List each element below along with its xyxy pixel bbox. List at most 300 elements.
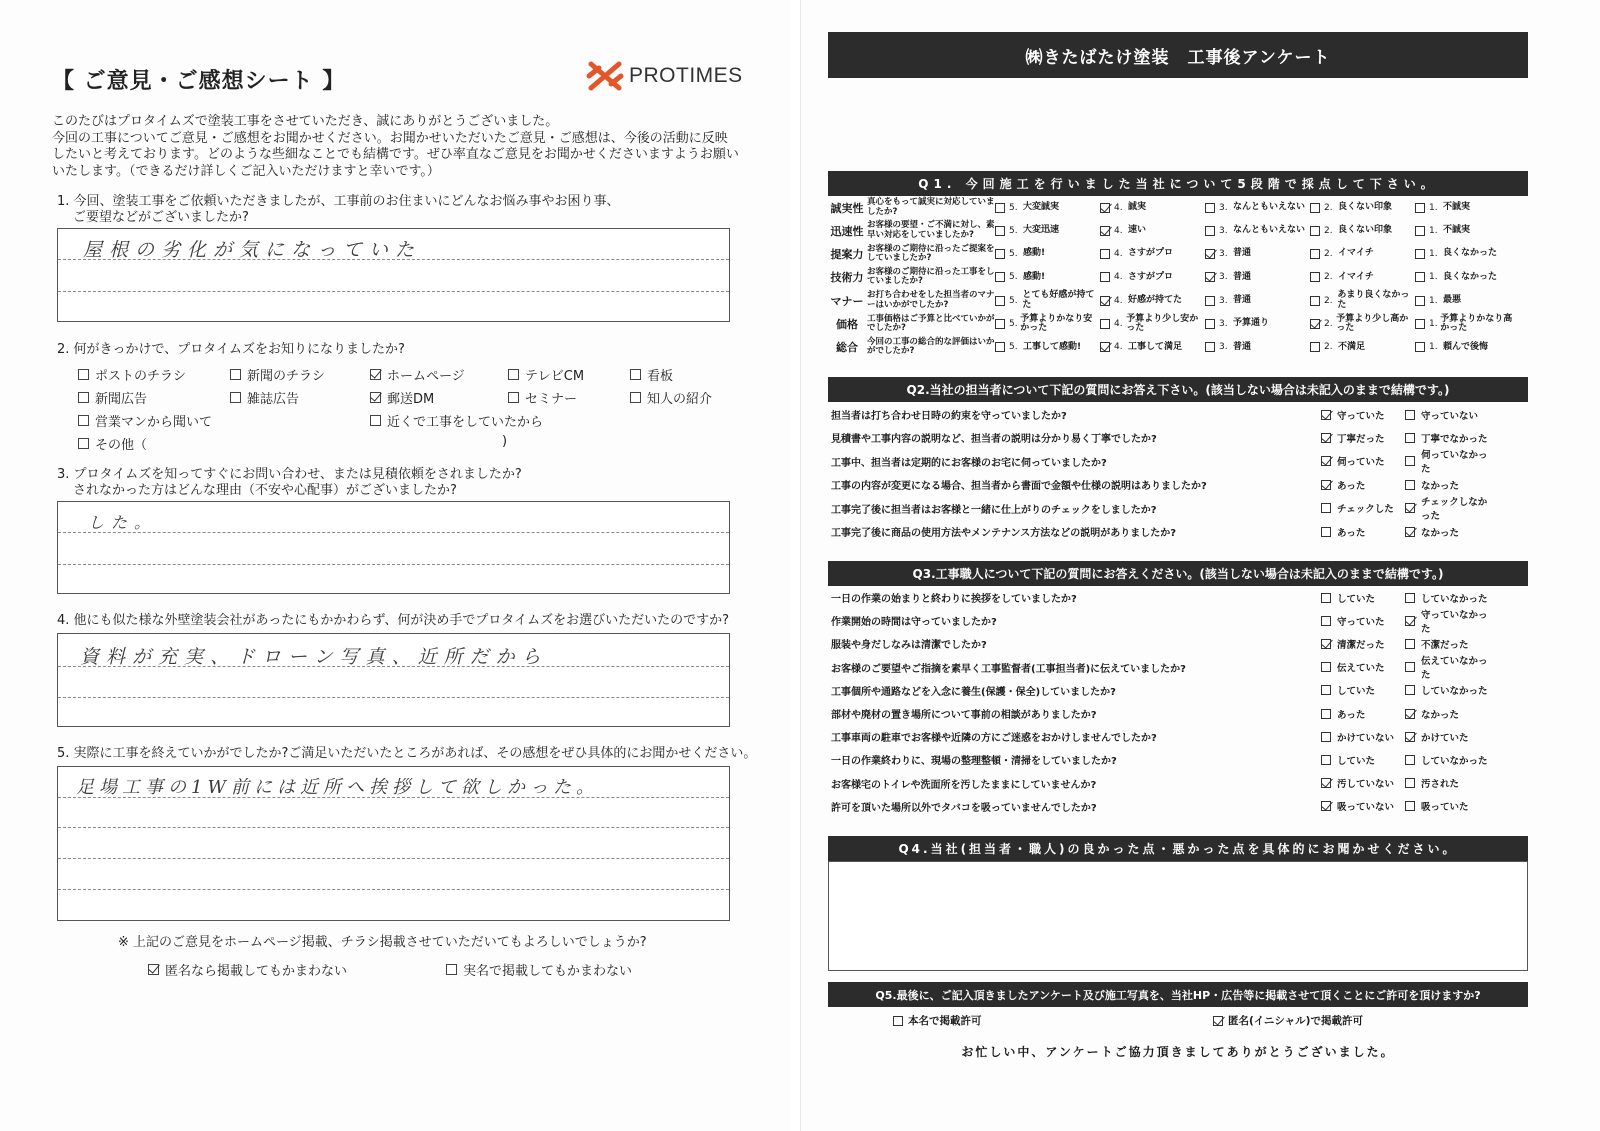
q1-option-3[interactable] (1205, 249, 1310, 259)
q1-option-3[interactable] (1205, 296, 1310, 306)
q1-score: 1. (1429, 342, 1438, 353)
q3-option-positive[interactable] (1321, 591, 1405, 605)
checkbox[interactable] (995, 319, 1005, 329)
q1-option-1[interactable] (1415, 203, 1520, 213)
q1-option-label: 予算通り (1233, 318, 1270, 329)
option-nearby-work[interactable] (370, 411, 543, 430)
option-label: 守っていない (1421, 410, 1479, 422)
checkbox[interactable] (1321, 503, 1331, 513)
q1-question: 工事価格はご予算と比べていかがでしたか? (867, 313, 995, 333)
q1-option-label: 工事して感動! (1023, 341, 1082, 352)
option-tv-cm[interactable] (508, 365, 584, 384)
q3-row (831, 609, 1531, 635)
option-label: 匿名(イニシャル)で掲載許可 (1228, 1015, 1363, 1027)
q4-header (828, 836, 1528, 861)
checkbox[interactable] (1205, 319, 1215, 329)
q1-option-2[interactable] (1310, 203, 1415, 213)
q1-option-label: 良くなかった (1443, 271, 1498, 282)
q3-option-positive[interactable] (1321, 614, 1405, 628)
option-label: 汚していない (1337, 779, 1395, 791)
q1-option-label: イマイチ (1338, 248, 1374, 259)
option-label: ポストのチラシ (95, 369, 187, 384)
ruled-line (58, 291, 729, 292)
option-label: かけていない (1337, 732, 1395, 744)
q1-option-label: 好感が持てた (1128, 294, 1183, 305)
answer-5-handwriting: 足場工事の1W前には近所へ挨拶して欲しかった。 (76, 777, 599, 798)
q1-option-label: 感動! (1023, 248, 1046, 259)
option-post-flyer[interactable] (78, 365, 186, 384)
q5-header (828, 982, 1528, 1007)
protimes-logo (585, 58, 743, 94)
q3-row (831, 772, 1531, 795)
q1-category: 提案力 (830, 248, 864, 262)
q2-option-negative[interactable] (1405, 525, 1489, 539)
q3-option-positive[interactable] (1321, 753, 1405, 767)
q1-option-1[interactable] (1415, 249, 1520, 259)
q2-question: 工事の内容が変更になる場合、担当者から書面で金額や仕様の説明はありましたか? (831, 481, 1207, 493)
q1-score: 3. (1219, 249, 1228, 260)
option-label: 守っていなかった (1421, 609, 1488, 635)
checkbox[interactable] (1415, 203, 1425, 213)
checkbox[interactable] (1205, 342, 1215, 352)
q1-score: 3. (1219, 225, 1228, 236)
q3-option-negative[interactable] (1405, 753, 1489, 767)
checkbox[interactable] (1405, 456, 1415, 466)
checkbox[interactable] (1205, 203, 1215, 213)
option-label: 吸っていない (1337, 802, 1395, 814)
q1-question: お客様のご期待に沿ったご提案をしていましたか? (867, 243, 995, 264)
q1-option-5[interactable] (995, 315, 1100, 334)
ruled-line (58, 564, 729, 565)
option-homepage[interactable] (370, 365, 465, 384)
option-label: 守っていた (1337, 616, 1385, 628)
q1-option-5[interactable] (995, 272, 1100, 282)
option-label: 汚された (1421, 779, 1460, 791)
q3-option-positive[interactable] (1321, 683, 1405, 697)
q1-option-3[interactable] (1205, 272, 1310, 282)
checkbox[interactable] (1310, 296, 1320, 306)
checkbox[interactable] (1310, 203, 1320, 213)
checkbox[interactable] (1405, 755, 1415, 765)
q1-option-label: 予算よりかなり安かった (1020, 313, 1093, 333)
q1-score: 3. (1219, 272, 1228, 283)
q1-option-3[interactable] (1205, 203, 1310, 213)
checkbox[interactable] (1310, 249, 1320, 259)
answer-3-box[interactable] (57, 501, 730, 594)
checkbox-checked[interactable] (370, 392, 381, 403)
checkbox[interactable] (508, 392, 519, 403)
q1-option-label: 最悪 (1443, 294, 1462, 305)
q4-header-text: Q4.当社(担当者・職人)の良かった点・悪かった点を具体的にお聞かせください。 (898, 842, 1458, 856)
option-label: していた (1337, 755, 1376, 767)
q3-row (831, 725, 1531, 748)
checkbox-checked[interactable] (1405, 709, 1415, 719)
q1-score: 1. (1429, 272, 1438, 283)
q3-question: 一日の作業終わりに、現場の整理整頓・清掃をしていましたか? (831, 756, 1117, 768)
checkbox[interactable] (1405, 662, 1415, 672)
q1-option-3[interactable] (1205, 226, 1310, 236)
q2-question: 工事中、担当者は定期的にお客様のお宅に伺っていましたか? (831, 457, 1107, 469)
question-3-line1: 3. プロタイムズを知ってすぐにお問い合わせ、または見積依頼をされましたか? (57, 467, 522, 482)
q1-option-4[interactable] (1100, 203, 1205, 213)
checkbox[interactable] (1405, 480, 1415, 490)
q2-question: 担当者は打ち合わせ日時の約束を守っていましたか? (831, 411, 1067, 422)
q3-option-positive[interactable] (1321, 730, 1405, 744)
q2-row (831, 450, 1531, 476)
q1-option-5[interactable] (995, 203, 1100, 213)
q2-option-negative[interactable] (1405, 478, 1489, 492)
q3-question: 工事車両の駐車でお客様や近隣の方にご迷惑をおかけしませんでしたか? (831, 733, 1157, 745)
ruled-line (58, 827, 729, 828)
option-label: 雑誌広告 (247, 392, 300, 407)
checkbox[interactable] (1310, 272, 1320, 282)
q3-option-negative[interactable] (1405, 653, 1489, 681)
option-publish-initials[interactable] (1213, 1013, 1363, 1028)
q1-option-label: 予算より少し安かった (1126, 313, 1199, 333)
checkbox[interactable] (78, 415, 89, 426)
q1-score: 4. (1114, 295, 1123, 306)
q1-option-label: 工事して満足 (1128, 341, 1183, 352)
answer-1-handwriting: 屋根の劣化が気になっていた (83, 239, 422, 261)
option-label: 新聞のチラシ (247, 369, 326, 384)
option-publish-real-name[interactable] (446, 960, 632, 979)
q1-option-5[interactable] (995, 342, 1100, 352)
q1-option-label: 良くなかった (1443, 248, 1498, 259)
checkbox-checked[interactable] (1405, 503, 1415, 513)
checkbox[interactable] (230, 392, 241, 403)
q2-option-negative[interactable] (1405, 408, 1489, 422)
checkbox[interactable] (1415, 296, 1425, 306)
q1-score: 2. (1324, 295, 1333, 306)
checkbox[interactable] (1405, 433, 1415, 443)
option-label: セミナー (525, 392, 578, 407)
q3-option-negative[interactable] (1405, 799, 1489, 813)
q2-option-negative[interactable] (1405, 431, 1489, 445)
checkbox[interactable] (995, 342, 1005, 352)
q1-header-text: Q1. 今回施工を行いました当社について5段階で採点して下さい。 (918, 177, 1438, 191)
checkbox[interactable] (230, 369, 241, 380)
intro-line: いたします。（できるだけ詳しくご記入いただけますと幸いです。） (52, 163, 440, 179)
option-label: 実名で掲載してもかまわない (463, 964, 633, 979)
q3-row (831, 679, 1531, 702)
q2-option-positive[interactable] (1321, 408, 1405, 422)
checkbox-checked[interactable] (1100, 342, 1110, 352)
option-label: 丁寧だった (1337, 433, 1385, 445)
q1-option-label: 不誠実 (1443, 225, 1471, 236)
q1-option-1[interactable] (1415, 272, 1520, 282)
q1-option-label: 普通 (1233, 271, 1252, 282)
q3-option-positive[interactable] (1321, 776, 1405, 790)
q4-answer-box[interactable] (828, 861, 1528, 971)
checkbox[interactable] (995, 272, 1005, 282)
checkbox-checked[interactable] (1310, 319, 1320, 329)
option-referral[interactable] (630, 388, 712, 407)
question-5: 5. 実際に工事を終えていかがでしたか?ご満足いただいたところがあれば、その感想をぜひ具体的にお聞かせください。 (57, 746, 757, 761)
checkbox[interactable] (630, 369, 641, 380)
q1-score: 5. (1009, 272, 1018, 283)
checkbox[interactable] (1415, 319, 1425, 329)
q1-option-2[interactable] (1310, 249, 1415, 259)
option-label: 知人の紹介 (647, 392, 713, 407)
q1-option-3[interactable] (1205, 342, 1310, 352)
checkbox[interactable] (1100, 319, 1110, 329)
option-label: 伺っていた (1337, 457, 1385, 469)
checkbox[interactable] (1405, 801, 1415, 811)
checkbox[interactable] (1321, 732, 1331, 742)
q2-row (831, 473, 1531, 496)
checkbox[interactable] (1405, 685, 1415, 695)
q3-question: 作業開始の時間は守っていましたか? (831, 617, 997, 629)
option-newspaper-flyer[interactable] (230, 365, 325, 384)
option-salesperson[interactable] (78, 411, 212, 430)
q1-option-label: 普通 (1233, 248, 1252, 259)
q1-option-label: 頼んで後悔 (1443, 341, 1489, 352)
checkbox[interactable] (1310, 226, 1320, 236)
answer-1-box[interactable] (57, 228, 730, 322)
q1-option-4[interactable] (1100, 296, 1205, 306)
checkbox[interactable] (1321, 685, 1331, 695)
option-newspaper-ad[interactable] (78, 388, 147, 407)
checkbox[interactable] (1205, 226, 1215, 236)
q1-option-label: イマイチ (1338, 271, 1374, 282)
q1-option-1[interactable] (1415, 296, 1520, 306)
q1-option-label: 感動! (1023, 271, 1046, 282)
option-magazine-ad[interactable] (230, 388, 299, 407)
q1-option-4[interactable] (1100, 315, 1205, 334)
checkbox[interactable] (630, 392, 641, 403)
q1-score: 4. (1114, 202, 1123, 213)
checkbox[interactable] (1321, 662, 1331, 672)
option-label: していなかった (1421, 686, 1488, 698)
checkbox[interactable] (508, 369, 519, 380)
checkbox[interactable] (1405, 593, 1415, 603)
checkbox-checked[interactable] (1321, 801, 1331, 811)
question-4: 4. 他にも似た様な外壁塗装会社があったにもかかわらず、何が決め手でプロタイムズをお選びいただいたのですか? (57, 613, 730, 628)
option-direct-mail[interactable] (370, 388, 434, 407)
q3-option-negative[interactable] (1405, 637, 1489, 651)
checkbox[interactable] (446, 964, 457, 975)
q2-option-positive[interactable] (1321, 501, 1405, 515)
q1-score: 1. (1429, 202, 1438, 213)
option-label: していなかった (1421, 755, 1488, 767)
option-label: 近くで工事をしていたから (387, 415, 544, 430)
checkbox-checked[interactable] (1321, 456, 1331, 466)
publish-question: ※ 上記のご意見をホームページ掲載、チラシ掲載させていただいてもよろしいでしょうか? (118, 935, 647, 950)
option-other[interactable] (78, 434, 147, 453)
q3-option-positive[interactable] (1321, 707, 1405, 721)
post-construction-survey-page (800, 0, 1600, 1131)
checkbox-checked[interactable] (1100, 296, 1110, 306)
checkbox[interactable] (1405, 778, 1415, 788)
q5-header-text: Q5.最後に、ご記入頂きましたアンケート及び施工写真を、当社HP・広告等に掲載させて頂くことにご許可を頂けますか? (875, 988, 1481, 1002)
q3-option-positive[interactable] (1321, 799, 1405, 813)
q2-option-positive[interactable] (1321, 431, 1405, 445)
q1-question: 今回の工事の総合的な評価はいかがでしたか? (867, 336, 995, 357)
checkbox[interactable] (78, 392, 89, 403)
q2-option-negative[interactable] (1405, 494, 1489, 522)
q1-row (829, 289, 1529, 312)
q1-option-2[interactable] (1310, 226, 1415, 236)
q3-option-negative[interactable] (1405, 683, 1489, 697)
q3-header-text: Q3.工事職人について下記の質問にお答えください。(該当しない場合は未記入のままで結構です。) (912, 567, 1444, 581)
ruled-line (58, 889, 729, 890)
option-signboard[interactable] (630, 365, 673, 384)
q2-option-positive[interactable] (1321, 478, 1405, 492)
option-label: なかった (1421, 709, 1460, 721)
q1-category: マナー (830, 294, 864, 308)
q1-option-2[interactable] (1310, 342, 1415, 352)
checkbox-checked[interactable] (1405, 616, 1415, 626)
q1-option-label: 良くない印象 (1338, 201, 1393, 212)
q1-option-5[interactable] (995, 291, 1100, 310)
q1-option-2[interactable] (1310, 272, 1415, 282)
option-label: 匿名なら掲載してもかまわない (165, 964, 348, 979)
checkbox[interactable] (1415, 249, 1425, 259)
checkbox[interactable] (1321, 593, 1331, 603)
option-publish-anonymous[interactable] (148, 960, 347, 979)
checkbox[interactable] (1100, 249, 1110, 259)
q1-score: 2. (1324, 225, 1333, 236)
q2-header (828, 377, 1528, 402)
checkbox[interactable] (1205, 296, 1215, 306)
q1-score: 1. (1429, 249, 1438, 260)
checkbox[interactable] (893, 1016, 903, 1026)
feedback-sheet-page (0, 0, 790, 1131)
checkbox-checked[interactable] (148, 964, 159, 975)
q1-header (828, 171, 1528, 196)
checkbox[interactable] (995, 249, 1005, 259)
checkbox[interactable] (78, 438, 89, 449)
q3-question: 工事個所や通路などを入念に養生(保護・保全)していましたか? (831, 686, 1116, 698)
q3-question: 一日の作業の始まりと終わりに挨拶をしていましたか? (831, 594, 1077, 605)
answer-5-box[interactable] (57, 766, 730, 921)
closing-message: お忙しい中、アンケートご協力頂きましてありがとうございました。 (961, 1045, 1395, 1059)
q3-option-positive[interactable] (1321, 637, 1405, 651)
intro-line: 今回の工事についてご意見・ご感想をお聞かせください。お聞かせいただいたご意見・ご感想は、今後の活動に反映 (52, 130, 728, 146)
q1-option-4[interactable] (1100, 272, 1205, 282)
q1-option-5[interactable] (995, 226, 1100, 236)
q3-option-negative[interactable] (1405, 730, 1489, 744)
q2-row (831, 520, 1531, 543)
ruled-line (58, 697, 729, 698)
checkbox[interactable] (995, 203, 1005, 213)
q2-option-positive[interactable] (1321, 454, 1405, 468)
checkbox[interactable] (1321, 709, 1331, 719)
q1-option-2[interactable] (1310, 291, 1415, 310)
option-label: チェックしなかった (1421, 497, 1488, 523)
protimes-logo-icon (585, 58, 625, 94)
checkbox-checked[interactable] (1205, 272, 1215, 282)
q3-option-negative[interactable] (1405, 607, 1489, 635)
checkbox-checked[interactable] (1321, 433, 1331, 443)
checkbox[interactable] (1321, 527, 1331, 537)
checkbox[interactable] (370, 415, 381, 426)
q1-option-4[interactable] (1100, 226, 1205, 236)
checkbox-checked[interactable] (1321, 639, 1331, 649)
option-label: 伺っていなかった (1421, 450, 1488, 476)
q1-option-label: 大変迅速 (1023, 225, 1060, 236)
checkbox-checked[interactable] (1321, 778, 1331, 788)
checkbox[interactable] (1415, 342, 1425, 352)
q2-option-positive[interactable] (1321, 525, 1405, 539)
checkbox[interactable] (1415, 226, 1425, 236)
checkbox[interactable] (995, 296, 1005, 306)
q1-score: 4. (1114, 225, 1123, 236)
q3-row (831, 632, 1531, 655)
q1-row (829, 336, 1529, 359)
q2-row (831, 403, 1531, 426)
option-label: 伝えていなかった (1421, 656, 1488, 682)
option-label: 清潔だった (1337, 639, 1385, 651)
checkbox[interactable] (1415, 272, 1425, 282)
checkbox[interactable] (1321, 616, 1331, 626)
checkbox-checked[interactable] (1100, 203, 1110, 213)
checkbox-checked[interactable] (1405, 527, 1415, 537)
checkbox-checked[interactable] (1405, 732, 1415, 742)
question-1-line1: 1. 今回、塗装工事をご依頼いただきましたが、工事前のお住まいにどんなお悩み事やお困り事、 (57, 194, 620, 209)
checkbox-checked[interactable] (1321, 410, 1331, 420)
q1-option-1[interactable] (1415, 226, 1520, 236)
q3-option-negative[interactable] (1405, 776, 1489, 790)
q2-question: 工事完了後に担当者はお客様と一緒に仕上がりのチェックをしましたか? (831, 504, 1157, 516)
checkbox[interactable] (1100, 272, 1110, 282)
intro-line: したいと考えております。どのような些細なことでも結構です。ぜひ率直なご意見をお聞かせくださいますようお願い (52, 147, 739, 162)
q3-option-negative[interactable] (1405, 591, 1489, 605)
checkbox[interactable] (78, 369, 89, 380)
option-label: していた (1337, 593, 1376, 605)
checkbox[interactable] (1321, 755, 1331, 765)
q3-row (831, 748, 1531, 771)
q1-option-1[interactable] (1415, 315, 1520, 334)
q2-option-negative[interactable] (1405, 447, 1489, 475)
option-label: 伝えていた (1337, 663, 1385, 675)
q1-score: 2. (1324, 202, 1333, 213)
q1-option-1[interactable] (1415, 342, 1520, 352)
checkbox[interactable] (1405, 639, 1415, 649)
q1-option-label: 予算よりかなり高かった (1440, 313, 1513, 333)
checkbox-checked[interactable] (1100, 226, 1110, 236)
q2-question: 工事完了後に商品の使用方法やメンテナンス方法などの説明がありましたか? (831, 528, 1177, 539)
checkbox-checked[interactable] (370, 369, 381, 380)
option-publish-real-name[interactable] (893, 1013, 982, 1028)
option-other-close-paren: ) (502, 434, 508, 449)
logo-text: PROTIMES (629, 64, 743, 87)
checkbox[interactable] (1310, 342, 1320, 352)
q1-score: 5. (1009, 319, 1018, 329)
checkbox-checked[interactable] (1205, 249, 1215, 259)
q1-option-2[interactable] (1310, 315, 1415, 334)
option-seminar[interactable] (508, 388, 577, 407)
answer-4-box[interactable] (57, 633, 730, 727)
q1-option-label: 良くない印象 (1338, 225, 1393, 236)
option-label: 守っていた (1337, 410, 1385, 422)
q1-option-label: さすがプロ (1128, 248, 1174, 259)
q1-option-4[interactable] (1100, 342, 1205, 352)
checkbox-checked[interactable] (1321, 480, 1331, 490)
q1-option-5[interactable] (995, 249, 1100, 259)
q3-option-negative[interactable] (1405, 707, 1489, 721)
checkbox[interactable] (995, 226, 1005, 236)
checkbox-checked[interactable] (1213, 1016, 1223, 1026)
q1-option-3[interactable] (1205, 319, 1310, 329)
checkbox[interactable] (1405, 410, 1415, 420)
q1-option-label: 予算より少し高かった (1336, 313, 1409, 333)
q1-option-4[interactable] (1100, 249, 1205, 259)
q3-option-positive[interactable] (1321, 660, 1405, 674)
question-1 (57, 194, 620, 226)
q1-score: 1. (1429, 225, 1438, 236)
q1-score: 3. (1219, 319, 1228, 329)
